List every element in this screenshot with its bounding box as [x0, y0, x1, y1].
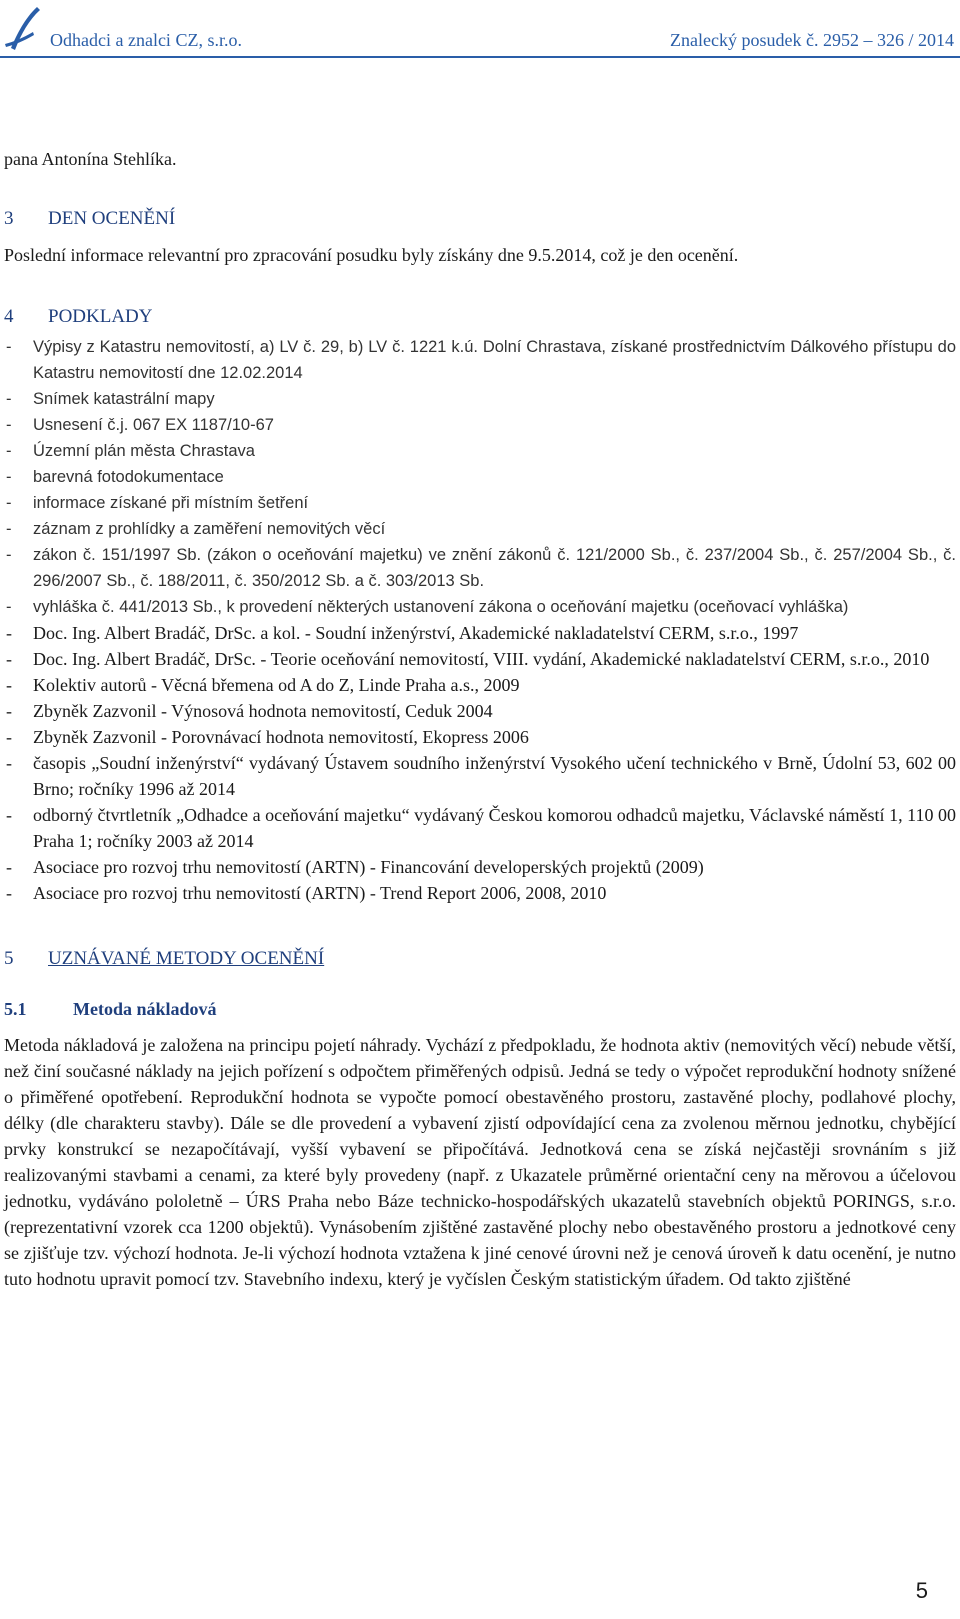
list-item: - Doc. Ing. Albert Bradáč, DrSc. a kol. - Soudní inženýrství, Akademické nakladatelství CERM, s.r.o., 1997: [4, 620, 956, 646]
section-4-heading: 4 PODKLADY: [4, 306, 153, 327]
company-logo: [3, 4, 41, 52]
list-item: - Územní plán města Chrastava: [4, 438, 956, 464]
sources-list: [4, 334, 956, 906]
header-report-number: Znalecký posudek č. 2952 – 326 / 2014: [670, 30, 954, 50]
list-item: - zákon č. 151/1997 Sb. (zákon o oceňování majetku) ve znění zákonů č. 121/2000 Sb., č. 237/2004 Sb., č. 257/2004 Sb., č. 296/2007 Sb., č. 188/2011, č. 350/2012 Sb. a č. 303/2013 Sb.: [4, 542, 956, 594]
list-item: - Asociace pro rozvoj trhu nemovitostí (ARTN) - Financování developerských projektů (2009): [4, 854, 956, 880]
list-item: - informace získané při místním šetření: [4, 490, 956, 516]
page-number: 5: [915, 1578, 928, 1603]
section-5-1-text: Metoda nákladová je založena na principu pojetí náhrady. Vychází z předpokladu, že hodnota aktiv (nemovitých věcí) nebude větší, než činí současné náklady na jejich pořízení s odpočtem přiměřených odpisů. Jedná se tedy o výpočet reprodukční hodnoty snížené o přiměřené opotřebení. Reprodukční hodnota se vypočte pomocí obestavěného prostoru, zastavěné plochy, podlahové plochy, délky (dle charakteru stavby). Dále se dle provedení a vybavení zjistí odpovídající cena za zvolenou měrnou jednotku, chybějící prvky konstrukcí se nezapočítávají, vyšší vybavení se připočítává. Jednotková cena se získá nejčastěji srovnáním s již realizovanými stavbami a cenami, za které byly provedeny (např. z Ukazatele průměrné orientační ceny na měrovou a účelovou jednotku, vydáváno pololetně – ÚRS Praha nebo Báze technicko-hospodářských ukazatelů stavebních objektů PORINGS, s.r.o. (reprezentativní vzorek cca 1200 objektů). Vynásobením zjištěné zastavěné plochy nebo obestavěného prostoru a jednotkové ceny se zjišťuje tzv. výchozí hodnota. Je-li výchozí hodnota vztažena k jiné cenové úrovni než je cenová úroveň k datu ocenění, je nutno tuto hodnotu upravit pomocí tzv. Stavebního indexu, který je vyčíslen Českým statistickým úřadem. Od takto zjištěné: [4, 1035, 956, 1289]
section-5-1-heading: 5.1 Metoda nákladová: [4, 999, 217, 1019]
section-3-text: Poslední informace relevantní pro zpracování posudku byly získány dne 9.5.2014, což je den ocenění.: [4, 245, 739, 265]
list-item: - Zbyněk Zazvonil - Porovnávací hodnota nemovitostí, Ekopress 2006: [4, 724, 956, 750]
list-item: - záznam z prohlídky a zaměření nemovitých věcí: [4, 516, 956, 542]
list-item: - Asociace pro rozvoj trhu nemovitostí (ARTN) - Trend Report 2006, 2008, 2010: [4, 880, 956, 906]
header-divider: [0, 56, 960, 58]
page-header: [0, 0, 960, 86]
list-item: - Zbyněk Zazvonil - Výnosová hodnota nemovitostí, Ceduk 2004: [4, 698, 956, 724]
list-item: - odborný čtvrtletník „Odhadce a oceňování majetku“ vydávaný Českou komorou odhadců majetku, Václavské náměstí 1, 110 00 Praha 1; ročníky 2003 až 2014: [4, 802, 956, 854]
list-item: - Doc. Ing. Albert Bradáč, DrSc. - Teorie oceňování nemovitostí, VIII. vydání, Akademické nakladatelství CERM, s.r.o., 2010: [4, 646, 956, 672]
header-company-name: Odhadci a znalci CZ, s.r.o.: [50, 30, 242, 50]
document-body: [4, 146, 956, 1292]
list-item: - Výpisy z Katastru nemovitostí, a) LV č. 29, b) LV č. 1221 k.ú. Dolní Chrastava, získané prostřednictvím Dálkového přístupu do Katastru nemovitostí dne 12.02.2014: [4, 334, 956, 386]
section-5-heading: 5 UZNÁVANÉ METODY OCENĚNÍ: [4, 948, 325, 969]
intro-line: pana Antonína Stehlíka.: [4, 149, 177, 169]
list-item: - Snímek katastrální mapy: [4, 386, 956, 412]
list-item: - vyhláška č. 441/2013 Sb., k provedení některých ustanovení zákona o oceňování majetku (oceňovací vyhláška): [4, 594, 956, 620]
list-item: - barevná fotodokumentace: [4, 464, 956, 490]
list-item: - Kolektiv autorů - Věcná břemena od A do Z, Linde Praha a.s., 2009: [4, 672, 956, 698]
section-3-heading: 3 DEN OCENĚNÍ: [4, 208, 176, 229]
list-item: - časopis „Soudní inženýrství“ vydávaný Ústavem soudního inženýrství Vysokého učení technického v Brně, Údolní 53, 602 00 Brno; ročníky 1996 až 2014: [4, 750, 956, 802]
list-item: - Usnesení č.j. 067 EX 1187/10-67: [4, 412, 956, 438]
